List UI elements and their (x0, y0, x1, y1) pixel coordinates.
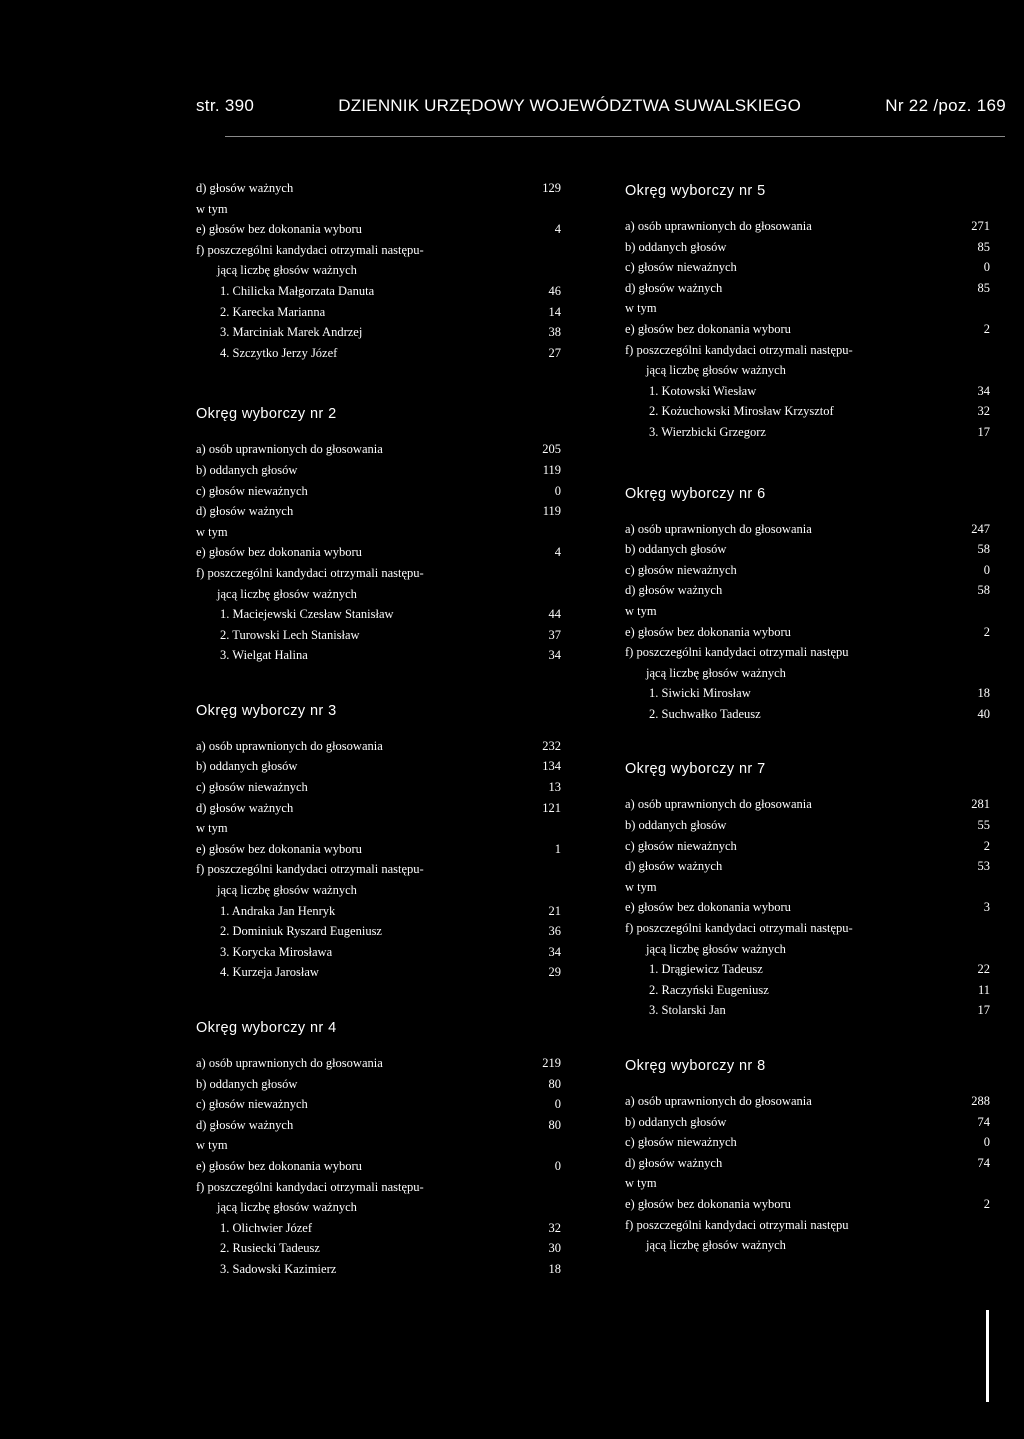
right-column (625, 180, 990, 1256)
row-label: w tym (625, 603, 657, 618)
row-value: 3 (983, 900, 990, 915)
row-value: 11 (977, 982, 990, 997)
row-label: f) poszczególni kandydaci otrzymali następu (625, 645, 849, 660)
row-label: b) oddanych głosów (196, 759, 298, 774)
result-row (196, 1115, 561, 1136)
result-row (196, 563, 561, 584)
row-value: 2 (983, 838, 990, 853)
candidate-row (196, 1259, 561, 1280)
page-header (196, 96, 1006, 116)
row-label: 3. Wielgat Halina (220, 648, 308, 663)
row-label: c) głosów nieważnych (196, 1097, 308, 1112)
row-value: 4 (554, 222, 561, 237)
row-value: 14 (548, 304, 561, 319)
district-title: Okręg wyborczy nr 8 (625, 1058, 766, 1074)
row-label: 2. Rusiecki Tadeusz (220, 1241, 320, 1256)
candidate-row (196, 302, 561, 323)
block-spacer (625, 443, 990, 483)
row-label: f) poszczególni kandydaci otrzymali następu- (625, 921, 853, 936)
row-label: c) głosów nieważnych (196, 780, 308, 795)
row-label: w tym (196, 201, 228, 216)
candidate-row (625, 959, 990, 980)
row-value: 2 (983, 1196, 990, 1211)
row-label: a) osób uprawnionych do głosowania (625, 797, 812, 812)
candidate-row (625, 683, 990, 704)
result-row (625, 939, 990, 960)
row-label: w tym (196, 821, 228, 836)
result-row (625, 918, 990, 939)
row-label: e) głosów bez dokonania wyboru (196, 222, 362, 237)
row-label: b) oddanych głosów (625, 542, 727, 557)
candidate-row (196, 921, 561, 942)
row-value (535, 584, 561, 605)
row-value: 2 (983, 321, 990, 336)
row-value: 281 (971, 797, 990, 812)
row-label: 4. Kurzeja Jarosław (220, 965, 319, 980)
row-value: 53 (977, 859, 990, 874)
row-label: f) poszczególni kandydaci otrzymali następu- (625, 342, 853, 357)
row-label: jącą liczbę głosów ważnych (646, 1238, 786, 1253)
row-label: jącą liczbę głosów ważnych (217, 263, 357, 278)
candidate-row (196, 962, 561, 983)
candidate-row (196, 604, 561, 625)
row-label: e) głosów bez dokonania wyboru (625, 321, 791, 336)
result-row (625, 794, 990, 815)
row-value: 74 (977, 1114, 990, 1129)
result-row (196, 501, 561, 522)
result-row (196, 1053, 561, 1074)
candidate-row (196, 942, 561, 963)
block-spacer (196, 363, 561, 403)
row-label: jącą liczbę głosów ważnych (646, 665, 786, 680)
block-spacer (625, 1021, 990, 1055)
row-value: 58 (977, 583, 990, 598)
result-row (625, 815, 990, 836)
row-label: 1. Maciejewski Czesław Stanisław (220, 607, 394, 622)
row-label: 3. Stolarski Jan (649, 1003, 726, 1018)
row-label: 1. Andraka Jan Henryk (220, 903, 336, 918)
row-value (535, 1135, 561, 1156)
title-spacer (625, 780, 990, 794)
row-value (964, 877, 990, 898)
row-value: 17 (977, 424, 990, 439)
row-label: 2. Raczyński Eugeniusz (649, 982, 769, 997)
row-value: 0 (554, 1097, 561, 1112)
result-row (625, 1153, 990, 1174)
result-row (196, 756, 561, 777)
result-row (196, 1135, 561, 1156)
row-label: 1. Chilicka Małgorzata Danuta (220, 283, 375, 298)
result-row (196, 859, 561, 880)
row-label: w tym (625, 879, 657, 894)
row-value (964, 1235, 990, 1256)
row-value: 119 (542, 504, 561, 519)
row-value: 27 (548, 345, 561, 360)
result-row (196, 1197, 561, 1218)
row-label: c) głosów nieważnych (196, 483, 308, 498)
result-row (625, 836, 990, 857)
result-row (196, 1177, 561, 1198)
row-label: 1. Siwicki Mirosław (649, 686, 751, 701)
row-label: 1. Drągiewicz Tadeusz (649, 962, 763, 977)
block-spacer (196, 983, 561, 1017)
row-value: 34 (548, 648, 561, 663)
left-column (196, 178, 561, 1280)
row-value: 288 (971, 1094, 990, 1108)
result-row (625, 1091, 990, 1112)
row-value: 18 (548, 1261, 561, 1276)
row-label: 2. Turowski Lech Stanisław (220, 627, 360, 642)
row-value: 4 (554, 545, 561, 560)
result-row (625, 897, 990, 918)
result-row (625, 560, 990, 581)
result-row (625, 539, 990, 560)
row-value: 271 (971, 219, 990, 233)
row-label: 1. Olichwier Józef (220, 1220, 312, 1235)
row-value: 85 (977, 239, 990, 254)
row-label: e) głosów bez dokonania wyboru (625, 624, 791, 639)
row-value (964, 360, 990, 381)
row-value: 40 (977, 706, 990, 721)
row-value: 36 (548, 924, 561, 939)
row-label: d) głosów ważnych (196, 800, 294, 815)
row-label: b) oddanych głosów (625, 239, 727, 254)
district-title: Okręg wyborczy nr 3 (196, 702, 337, 719)
row-value: 247 (971, 521, 990, 536)
row-value (964, 642, 990, 663)
row-label: d) głosów ważnych (196, 181, 294, 195)
result-row (625, 319, 990, 340)
row-value: 13 (548, 780, 561, 795)
row-value: 119 (542, 462, 561, 477)
row-label: jącą liczbę głosów ważnych (646, 363, 786, 378)
candidate-row (625, 422, 990, 443)
row-value (535, 818, 561, 839)
row-value (535, 563, 561, 584)
result-row (625, 257, 990, 278)
result-row (196, 818, 561, 839)
row-label: jącą liczbę głosów ważnych (217, 1200, 357, 1215)
row-label: b) oddanych głosów (625, 1114, 727, 1129)
result-row (196, 439, 561, 460)
row-label: 3. Marciniak Marek Andrzej (220, 325, 363, 340)
result-row (625, 877, 990, 898)
row-label: c) głosów nieważnych (625, 1135, 737, 1150)
row-label: b) oddanych głosów (196, 462, 298, 477)
block-spacer (196, 666, 561, 700)
row-label: 3. Korycka Mirosława (220, 944, 333, 959)
result-row (625, 1215, 990, 1236)
candidate-row (196, 645, 561, 666)
result-row (196, 199, 561, 220)
row-label: 4. Szczytko Jerzy Józef (220, 345, 338, 360)
row-value: 0 (983, 260, 990, 275)
candidate-row (196, 281, 561, 302)
scan-edge-mark (986, 1310, 989, 1402)
result-row (196, 584, 561, 605)
result-row (196, 178, 561, 199)
row-value: 17 (977, 1003, 990, 1018)
row-value: 34 (977, 383, 990, 398)
row-value: 219 (542, 1056, 561, 1070)
result-row (625, 1194, 990, 1215)
row-label: 2. Karecka Marianna (220, 304, 326, 319)
result-row (625, 1112, 990, 1133)
row-value (964, 663, 990, 684)
row-label: w tym (625, 1176, 657, 1191)
row-label: jącą liczbę głosów ważnych (646, 941, 786, 956)
row-label: a) osób uprawnionych do głosowania (196, 442, 383, 457)
result-row (625, 298, 990, 319)
result-row (625, 622, 990, 643)
row-value (535, 1197, 561, 1218)
result-row (196, 839, 561, 860)
row-value (535, 260, 561, 281)
row-label: a) osób uprawnionych do głosowania (625, 521, 812, 536)
result-row (196, 260, 561, 281)
result-row (196, 1156, 561, 1177)
result-row (196, 880, 561, 901)
row-label: jącą liczbę głosów ważnych (217, 883, 357, 898)
result-row (625, 1235, 990, 1256)
header-rule (225, 136, 1005, 137)
result-row (196, 736, 561, 757)
result-row (625, 601, 990, 622)
row-value: 18 (977, 686, 990, 701)
row-label: d) głosów ważnych (196, 1117, 294, 1132)
row-label: f) poszczególni kandydaci otrzymali następu (625, 1217, 849, 1232)
row-value: 44 (548, 607, 561, 622)
row-value (535, 1177, 561, 1198)
row-label: 2. Dominiuk Ryszard Eugeniusz (220, 924, 382, 939)
result-row (625, 1132, 990, 1153)
row-value: 38 (548, 325, 561, 340)
row-value: 121 (542, 800, 561, 815)
row-value (964, 918, 990, 939)
row-value: 32 (548, 1220, 561, 1235)
row-label: c) głosów nieważnych (625, 260, 737, 275)
row-value (964, 1215, 990, 1236)
journal-title: DZIENNIK URZĘDOWY WOJEWÓDZTWA SUWALSKIEGO (338, 96, 802, 115)
row-label: f) poszczególni kandydaci otrzymali następu- (196, 1179, 424, 1194)
result-row (625, 519, 990, 540)
row-label: f) poszczególni kandydaci otrzymali następu- (196, 565, 424, 580)
row-value: 129 (542, 181, 561, 195)
result-row (625, 642, 990, 663)
result-row (625, 278, 990, 299)
row-value: 58 (977, 542, 990, 557)
result-row (196, 460, 561, 481)
row-label: a) osób uprawnionych do głosowania (196, 1056, 383, 1070)
district-title: Okręg wyborczy nr 2 (196, 406, 337, 423)
row-label: e) głosów bez dokonania wyboru (625, 900, 791, 915)
row-label: c) głosów nieważnych (625, 562, 737, 577)
row-label: w tym (196, 524, 228, 539)
row-label: 3. Wierzbicki Grzegorz (649, 424, 766, 439)
title-spacer (196, 722, 561, 736)
row-value: 30 (548, 1241, 561, 1256)
result-row (625, 663, 990, 684)
result-row (196, 1094, 561, 1115)
candidate-row (196, 625, 561, 646)
row-label: d) głosów ważnych (625, 1155, 723, 1170)
row-label: 1. Kotowski Wiesław (649, 383, 757, 398)
candidate-row (196, 901, 561, 922)
title-spacer (625, 505, 990, 519)
row-label: 2. Kożuchowski Mirosław Krzysztof (649, 404, 834, 419)
row-label: w tym (625, 301, 657, 316)
row-value: 55 (977, 818, 990, 833)
result-row (196, 777, 561, 798)
district-title: Okręg wyborczy nr 6 (625, 485, 766, 502)
row-value (535, 522, 561, 543)
candidate-row (625, 401, 990, 422)
row-value: 46 (548, 283, 561, 298)
result-row (625, 1173, 990, 1194)
result-row (196, 1074, 561, 1095)
title-spacer (196, 425, 561, 439)
row-value (964, 340, 990, 361)
row-label: e) głosów bez dokonania wyboru (196, 841, 362, 856)
row-label: 3. Sadowski Kazimierz (220, 1261, 337, 1276)
row-value (535, 880, 561, 901)
row-label: d) głosów ważnych (625, 583, 723, 598)
row-label: d) głosów ważnych (625, 859, 723, 874)
row-label: f) poszczególni kandydaci otrzymali następu- (196, 242, 424, 257)
row-value: 34 (548, 944, 561, 959)
candidate-row (196, 1238, 561, 1259)
row-value: 80 (548, 1117, 561, 1132)
result-row (625, 580, 990, 601)
row-value: 85 (977, 280, 990, 295)
result-row (196, 798, 561, 819)
row-label: f) poszczególni kandydaci otrzymali następu- (196, 862, 424, 877)
candidate-row (625, 980, 990, 1001)
row-value: 2 (983, 624, 990, 639)
row-label: e) głosów bez dokonania wyboru (196, 545, 362, 560)
row-value: 232 (542, 738, 561, 753)
row-value: 205 (542, 442, 561, 457)
row-value: 29 (548, 965, 561, 980)
result-row (196, 240, 561, 261)
row-label: d) głosów ważnych (196, 504, 294, 519)
result-row (196, 219, 561, 240)
candidate-row (196, 343, 561, 364)
row-label: e) głosów bez dokonania wyboru (625, 1196, 791, 1211)
row-value: 0 (554, 483, 561, 498)
district-title: Okręg wyborczy nr 4 (196, 1020, 337, 1036)
result-row (196, 542, 561, 563)
row-value: 134 (542, 759, 561, 774)
row-value (535, 199, 561, 220)
row-value (964, 939, 990, 960)
row-label: b) oddanych głosów (196, 1076, 298, 1091)
row-label: w tym (196, 1138, 228, 1153)
row-value: 22 (977, 962, 990, 977)
row-label: a) osób uprawnionych do głosowania (625, 1094, 812, 1108)
row-value: 21 (548, 903, 561, 918)
district-title: Okręg wyborczy nr 7 (625, 761, 766, 778)
result-row (625, 237, 990, 258)
candidate-row (196, 1218, 561, 1239)
row-value: 1 (554, 841, 561, 856)
row-label: 2. Suchwałko Tadeusz (649, 706, 761, 721)
row-label: e) głosów bez dokonania wyboru (196, 1158, 362, 1173)
row-label: a) osób uprawnionych do głosowania (625, 219, 812, 233)
result-row (196, 522, 561, 543)
block-spacer (625, 724, 990, 758)
result-row (625, 216, 990, 237)
result-row (625, 360, 990, 381)
row-value (535, 859, 561, 880)
result-row (625, 856, 990, 877)
issue-number: Nr 22 /poz. 169 (885, 96, 1006, 115)
title-spacer (196, 1039, 561, 1053)
row-value (964, 298, 990, 319)
candidate-row (196, 322, 561, 343)
candidate-row (625, 1000, 990, 1021)
result-row (625, 340, 990, 361)
result-row (196, 481, 561, 502)
row-label: d) głosów ważnych (625, 280, 723, 295)
candidate-row (625, 381, 990, 402)
page-number: str. 390 (196, 96, 255, 115)
row-value: 74 (977, 1155, 990, 1170)
row-label: c) głosów nieważnych (625, 838, 737, 853)
row-value: 0 (554, 1158, 561, 1173)
row-value: 0 (983, 1135, 990, 1150)
row-value: 0 (983, 562, 990, 577)
candidate-row (625, 704, 990, 725)
row-value (964, 601, 990, 622)
row-value (964, 1173, 990, 1194)
district-title: Okręg wyborczy nr 5 (625, 183, 766, 199)
row-value: 37 (548, 627, 561, 642)
row-value: 80 (548, 1076, 561, 1091)
title-spacer (625, 1077, 990, 1091)
row-label: jącą liczbę głosów ważnych (217, 586, 357, 601)
title-spacer (625, 202, 990, 216)
row-label: b) oddanych głosów (625, 818, 727, 833)
row-value (535, 240, 561, 261)
row-value: 32 (977, 404, 990, 419)
row-label: a) osób uprawnionych do głosowania (196, 738, 383, 753)
